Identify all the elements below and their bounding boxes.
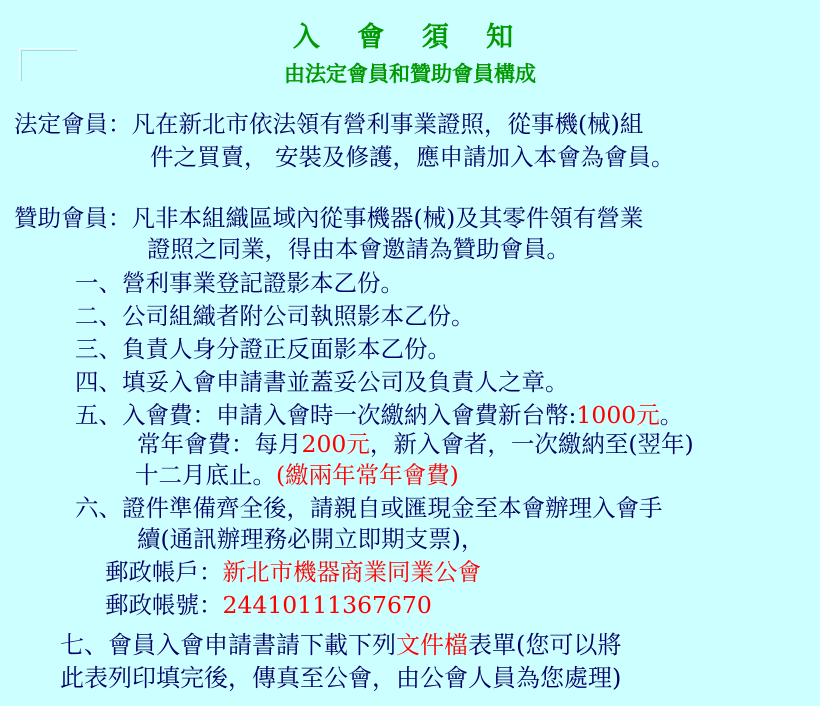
item-7-text: 七、會員入會申請書請下載下列 xyxy=(60,631,396,659)
postal-number-line xyxy=(105,591,432,619)
annual-fee-note: (繳兩年常年會費) xyxy=(276,461,459,489)
annual-fee-suffix: ，新入會者，一次繳納至(翌年) xyxy=(369,430,694,458)
document-file-link[interactable]: 文件檔 xyxy=(396,631,468,659)
supporting-member-line2: 證照之同業，得由本會邀請為贊助會員。 xyxy=(147,235,570,263)
entry-fee-label: 五、入會費：申請入會時一次繳納入會費新台幣: xyxy=(75,401,577,429)
annual-fee-line xyxy=(137,430,694,458)
supporting-member-line1: 贊助會員：凡非本組織區域內從事機器(械)及其零件領有營業 xyxy=(14,204,644,232)
requirement-item-5 xyxy=(75,401,684,429)
requirement-item-7-line1 xyxy=(60,633,621,657)
annual-fee-deadline-line xyxy=(135,461,459,489)
item-7-text-suffix: 表單(您可以將 xyxy=(468,631,622,659)
postal-number-label: 郵政帳號： xyxy=(105,591,223,619)
requirement-item-1: 一、營利事業登記證影本乙份。 xyxy=(75,269,404,297)
annual-fee-amount: 200元 xyxy=(301,430,370,458)
requirement-item-2: 二、公司組織者附公司執照影本乙份。 xyxy=(75,302,475,330)
requirement-item-7-line2: 此表列印填完後，傳真至公會，由公會人員為您處理) xyxy=(60,664,622,692)
postal-number-value: 24410111367670 xyxy=(222,591,432,619)
postal-account-line xyxy=(105,558,481,586)
postal-account-value: 新北市機器商業同業公會 xyxy=(222,558,481,586)
requirement-item-3: 三、負責人身分證正反面影本乙份。 xyxy=(75,335,451,363)
statutory-member-line2: 件之買賣， 安裝及修護，應申請加入本會為會員。 xyxy=(150,143,675,171)
annual-fee-label: 常年會費：每月 xyxy=(137,430,302,458)
requirement-item-6-line1: 六、證件準備齊全後，請親自或匯現金至本會辦理入會手 xyxy=(75,494,663,522)
requirement-item-6-line2: 續(通訊辦理務必開立即期支票)， xyxy=(137,525,485,553)
annual-fee-deadline: 十二月底止。 xyxy=(135,461,276,489)
entry-fee-suffix: 。 xyxy=(659,401,684,429)
postal-account-label: 郵政帳戶： xyxy=(105,558,223,586)
statutory-member-line1: 法定會員：凡在新北市依法領有營利事業證照，從事機(械)組 xyxy=(14,110,644,138)
entry-fee-amount: 1000元 xyxy=(576,401,660,429)
page-title: 入 會 須 知 xyxy=(292,22,528,53)
requirement-item-4: 四、填妥入會申請書並蓋妥公司及負責人之章。 xyxy=(75,368,569,396)
page-subtitle: 由法定會員和贊助會員構成 xyxy=(284,62,536,86)
